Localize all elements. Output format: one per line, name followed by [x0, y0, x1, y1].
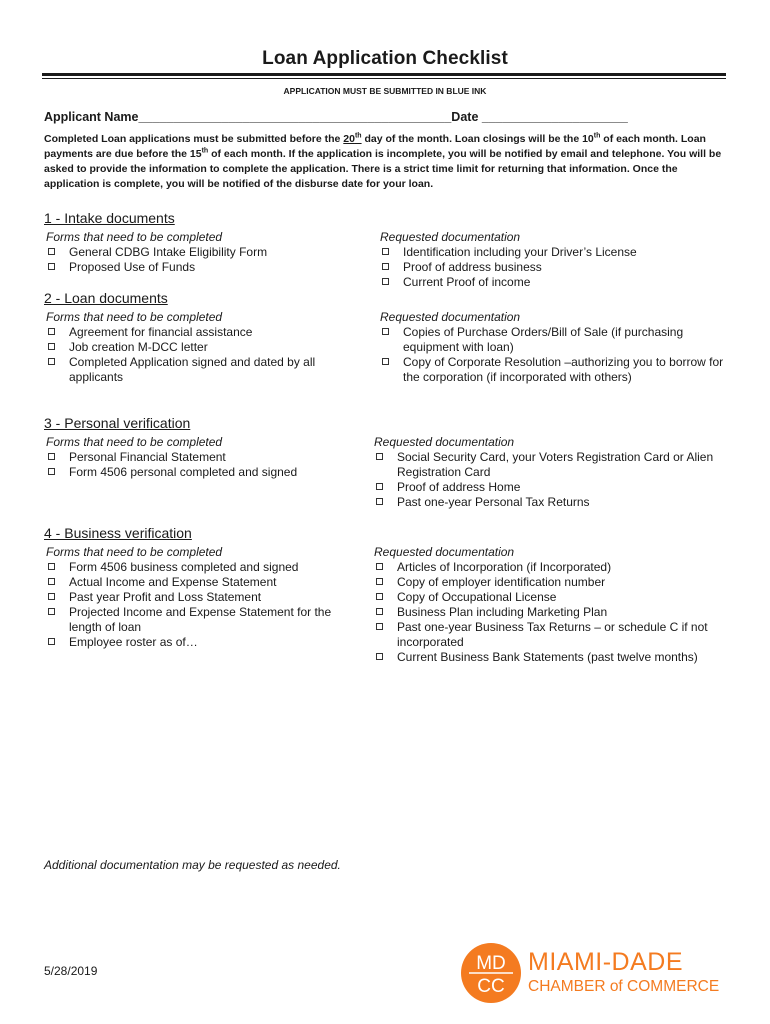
forms-heading: Forms that need to be completed	[46, 230, 223, 244]
logo-line-1: MIAMI-DADE	[528, 948, 683, 976]
checkbox-icon[interactable]	[376, 593, 383, 600]
section-4-forms	[46, 545, 346, 650]
checklist-item[interactable]: Copy of Occupational License	[374, 590, 734, 605]
docs-heading: Requested documentation	[374, 435, 515, 449]
checkbox-icon[interactable]	[48, 563, 55, 570]
checklist-item[interactable]: Current Proof of income	[380, 275, 725, 290]
checkbox-icon[interactable]	[376, 483, 383, 490]
forms-heading: Forms that need to be completed	[46, 435, 223, 449]
section-title-business: 4 - Business verification	[44, 525, 192, 541]
applicant-name-date-line[interactable]: Applicant Name_____________________________________________Date _____________________	[44, 110, 628, 124]
checklist-item[interactable]: Actual Income and Expense Statement	[46, 575, 346, 590]
checkbox-icon[interactable]	[376, 623, 383, 630]
checklist-item[interactable]: Form 4506 personal completed and signed	[46, 465, 346, 480]
checkbox-icon[interactable]	[382, 248, 389, 255]
checkbox-icon[interactable]	[48, 453, 55, 460]
checkbox-icon[interactable]	[382, 358, 389, 365]
checklist-item[interactable]: Projected Income and Expense Statement for the length of loan	[46, 605, 346, 635]
checklist-item[interactable]: Copy of Corporate Resolution –authorizing you to borrow for the corporation (if incorporated with others)	[380, 355, 725, 385]
checklist-item[interactable]: Employee roster as of…	[46, 635, 346, 650]
checklist-item[interactable]: Proof of address Home	[374, 480, 734, 495]
section-2-docs	[380, 310, 725, 385]
additional-docs-note: Additional documentation may be requested as needed.	[44, 858, 341, 872]
section-title-loan: 2 - Loan documents	[44, 290, 168, 306]
checkbox-icon[interactable]	[376, 453, 383, 460]
checklist-item[interactable]: Form 4506 business completed and signed	[46, 560, 346, 575]
checkbox-icon[interactable]	[48, 578, 55, 585]
section-1-docs	[380, 230, 725, 290]
page-title: Loan Application Checklist	[262, 48, 508, 69]
section-1-forms	[46, 230, 346, 275]
checkbox-icon[interactable]	[48, 593, 55, 600]
checkbox-icon[interactable]	[48, 638, 55, 645]
checklist-item[interactable]: Business Plan including Marketing Plan	[374, 605, 734, 620]
docs-heading: Requested documentation	[380, 230, 521, 244]
checklist-item[interactable]: Past year Profit and Loss Statement	[46, 590, 346, 605]
title-rule-thin	[42, 78, 726, 79]
docs-heading: Requested documentation	[374, 545, 515, 559]
checklist-item[interactable]: Proposed Use of Funds	[46, 260, 346, 275]
checkbox-icon[interactable]	[376, 653, 383, 660]
checklist-item[interactable]: Current Business Bank Statements (past twelve months)	[374, 650, 734, 665]
forms-heading: Forms that need to be completed	[46, 545, 223, 559]
checkbox-icon[interactable]	[376, 578, 383, 585]
section-4-docs	[374, 545, 734, 665]
checklist-item[interactable]: Copy of employer identification number	[374, 575, 734, 590]
checklist-item[interactable]: Completed Application signed and dated by all applicants	[46, 355, 346, 385]
logo-mark-top: MD	[476, 953, 506, 974]
checkbox-icon[interactable]	[48, 328, 55, 335]
instructions-text: Completed Loan applications must be submitted before the	[44, 133, 344, 145]
checklist-item[interactable]: Identification including your Driver’s License	[380, 245, 725, 260]
instructions-text: of each month. If the application is incomplete, you will be notified by email and telephone. You will be asked to provide the information to complete the application. There is a strict time limit for returning that information. Once the application is complete, you will be notified of the disburse date for your loan.	[44, 148, 722, 190]
checkbox-icon[interactable]	[48, 263, 55, 270]
docs-heading: Requested documentation	[380, 310, 521, 324]
checkbox-icon[interactable]	[382, 263, 389, 270]
checkbox-icon[interactable]	[382, 328, 389, 335]
forms-heading: Forms that need to be completed	[46, 310, 223, 324]
instructions-suffix: th	[201, 147, 209, 155]
logo-line-2: CHAMBER of COMMERCE	[528, 978, 720, 995]
checkbox-icon[interactable]	[48, 468, 55, 475]
checklist-item[interactable]: Copies of Purchase Orders/Bill of Sale (if purchasing equipment with loan)	[380, 325, 725, 355]
checklist-item[interactable]: Job creation M-DCC letter	[46, 340, 346, 355]
section-3-forms	[46, 435, 346, 480]
section-title-intake: 1 - Intake documents	[44, 210, 175, 226]
checklist-item[interactable]: Social Security Card, your Voters Registration Card or Alien Registration Card	[374, 450, 734, 480]
instructions-text: of each month. Loan payments are due before the 15	[44, 133, 706, 160]
checklist-item[interactable]: Past one-year Business Tax Returns – or schedule C if not incorporated	[374, 620, 734, 650]
section-title-personal: 3 - Personal verification	[44, 415, 191, 431]
instructions-text: day of the month. Loan closings will be the 10	[361, 133, 594, 145]
checklist-item[interactable]: Proof of address business	[380, 260, 725, 275]
instructions-suffix: th	[593, 132, 601, 140]
section-2-forms	[46, 310, 346, 385]
title-rule-thick	[42, 73, 726, 76]
instructions-paragraph	[44, 132, 724, 192]
checkbox-icon[interactable]	[48, 608, 55, 615]
document-date: 5/28/2019	[44, 964, 98, 978]
checkbox-icon[interactable]	[382, 278, 389, 285]
checklist-item[interactable]: Articles of Incorporation (if Incorporated)	[374, 560, 734, 575]
checkbox-icon[interactable]	[376, 608, 383, 615]
checkbox-icon[interactable]	[376, 563, 383, 570]
logo-mark-bottom: CC	[477, 976, 505, 997]
checkbox-icon[interactable]	[48, 248, 55, 255]
checkbox-icon[interactable]	[376, 498, 383, 505]
instructions-day-number: 20th	[343, 132, 362, 145]
checkbox-icon[interactable]	[48, 358, 55, 365]
checklist-item[interactable]: Personal Financial Statement	[46, 450, 346, 465]
checklist-item[interactable]: General CDBG Intake Eligibility Form	[46, 245, 346, 260]
blue-ink-notice: APPLICATION MUST BE SUBMITTED IN BLUE INK	[283, 86, 487, 96]
checklist-item[interactable]: Past one-year Personal Tax Returns	[374, 495, 734, 510]
section-3-docs	[374, 435, 734, 510]
checkbox-icon[interactable]	[48, 343, 55, 350]
checklist-item[interactable]: Agreement for financial assistance	[46, 325, 346, 340]
mdcc-logo	[460, 942, 722, 1004]
